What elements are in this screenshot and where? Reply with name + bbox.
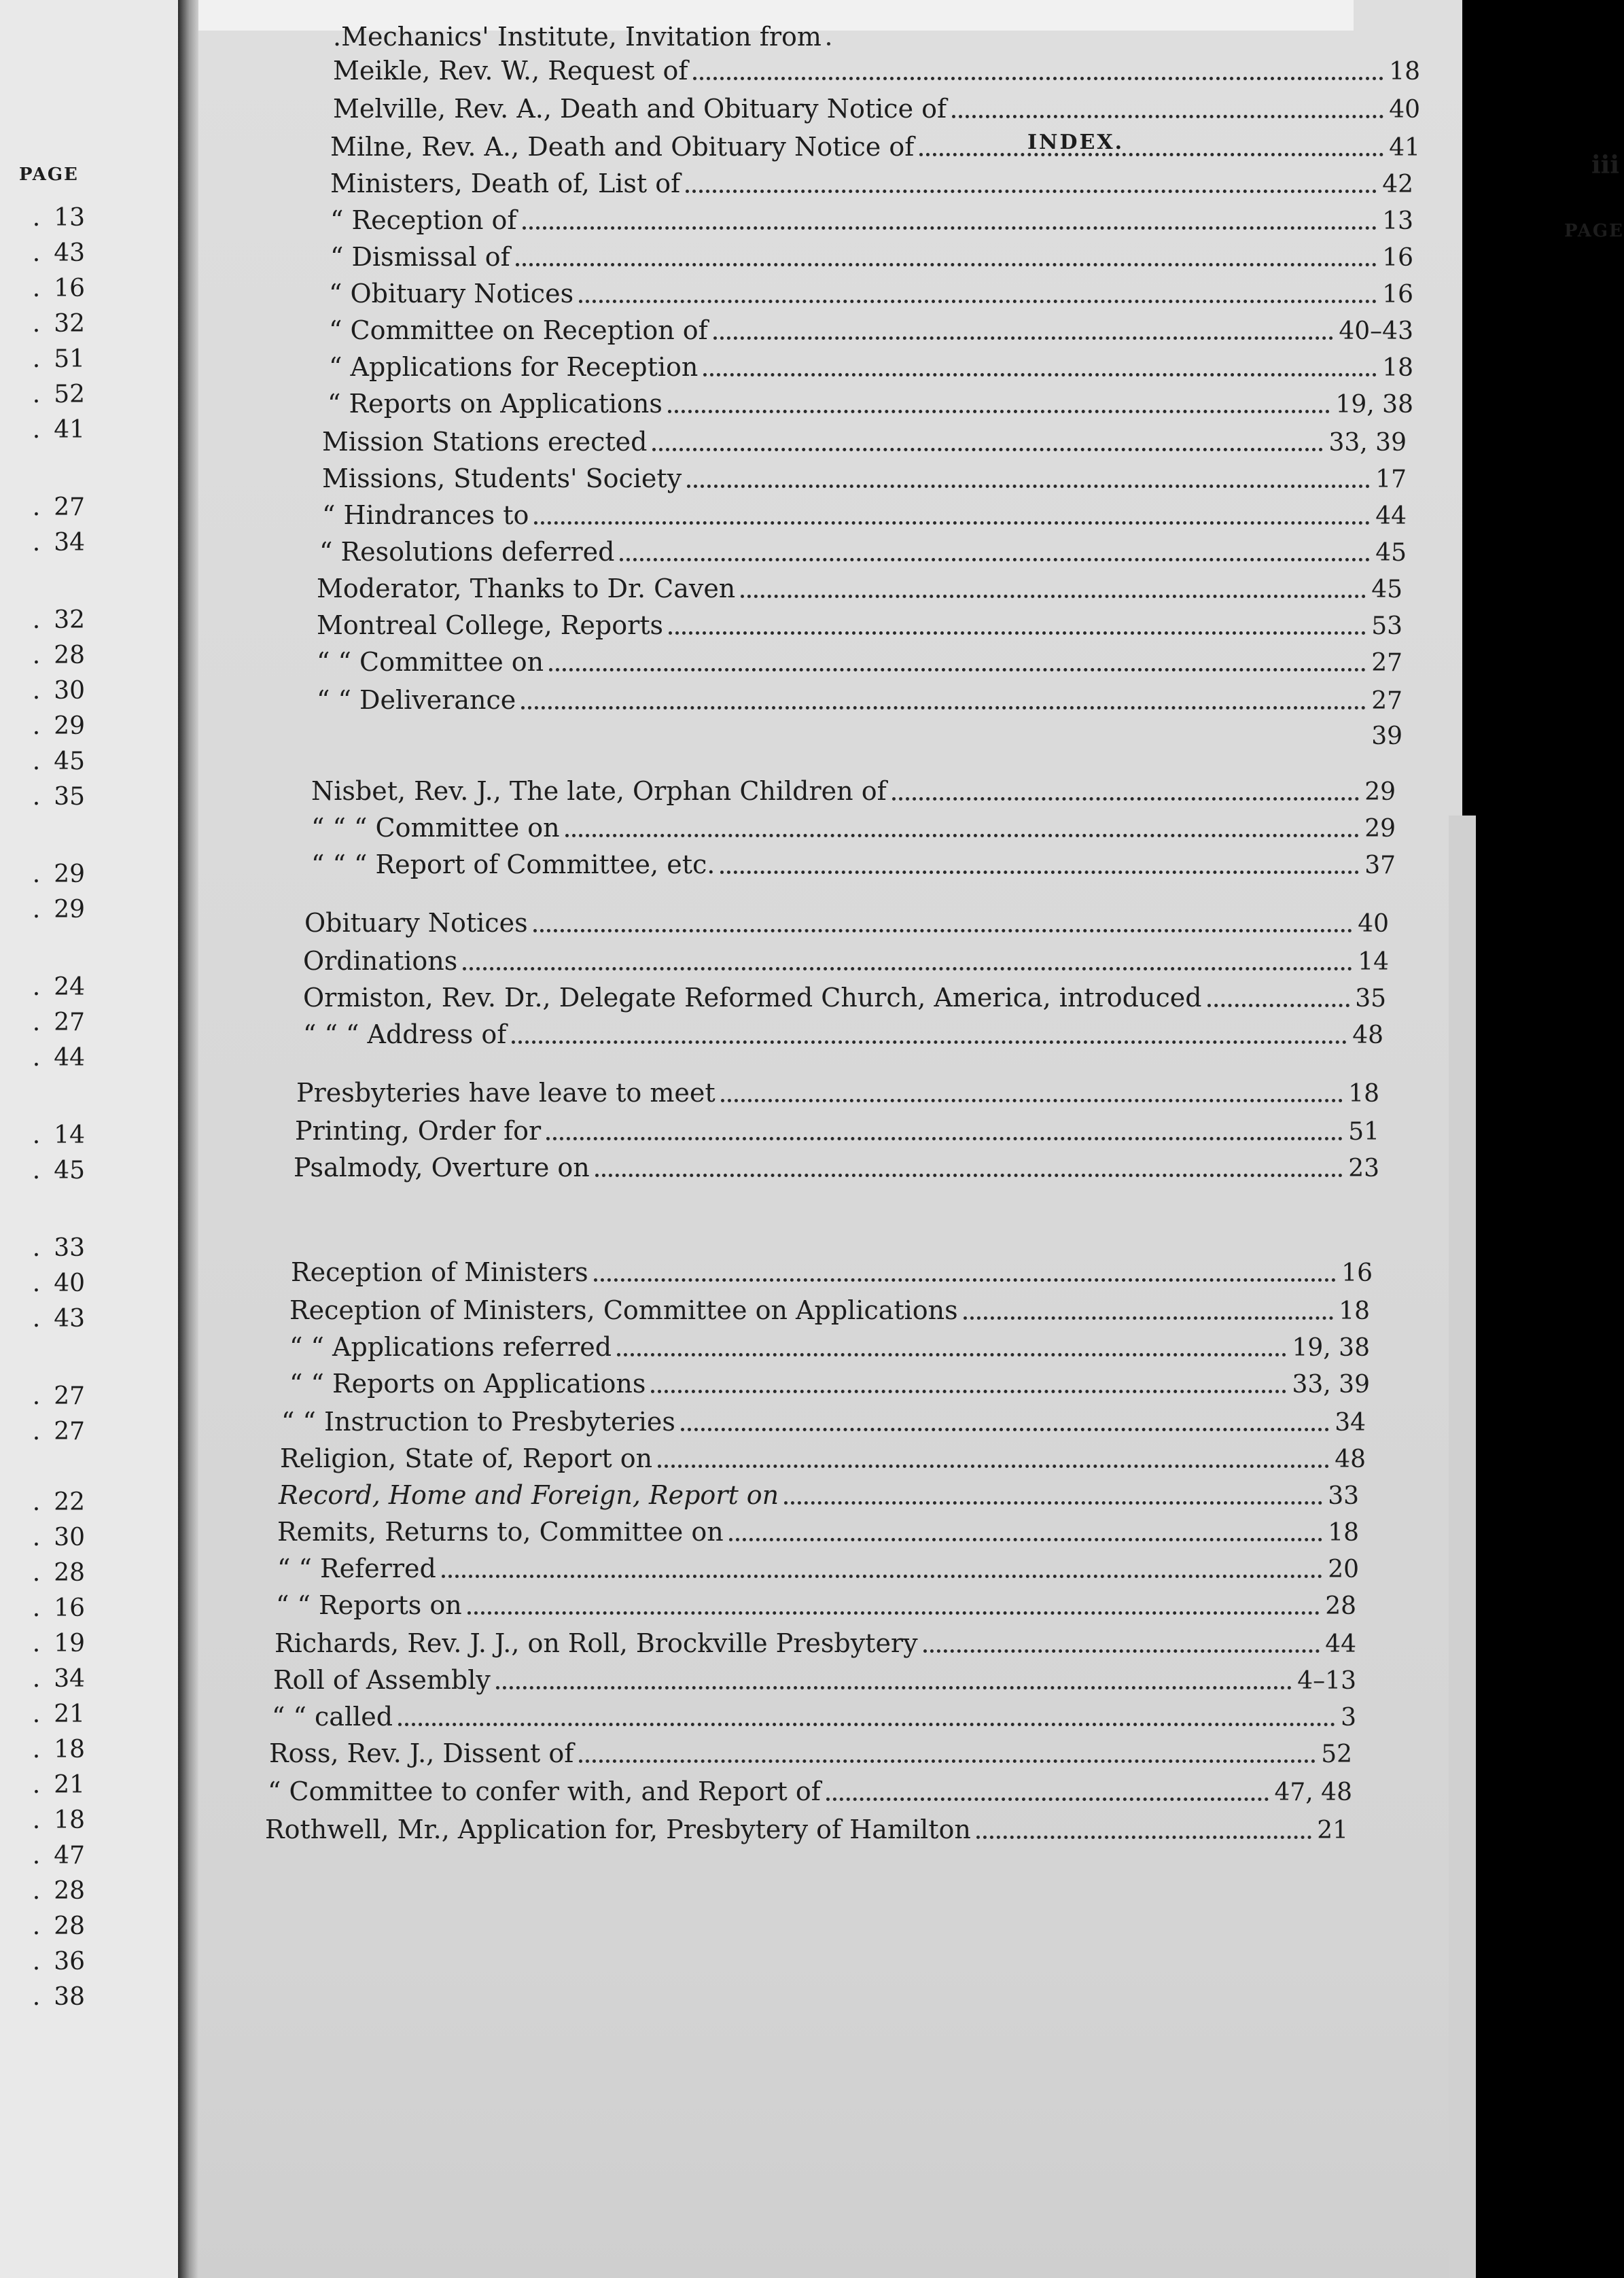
index-entry [303, 945, 1389, 979]
index-entry [317, 572, 1402, 606]
index-entry [329, 277, 1413, 311]
index-entry-page: 35 [1355, 985, 1386, 1013]
dot-leader [651, 1390, 1286, 1393]
index-entry-label: Record, Home and Foreign, Report on [279, 1480, 779, 1510]
index-entry-label: .Mechanics' Institute, Invitation from [333, 22, 822, 52]
index-entry-page: 18 [1339, 1297, 1370, 1325]
left-page-number: . 28 [32, 1912, 85, 1940]
index-entry-page: 28 [1325, 1592, 1356, 1620]
index-entry-page: 16 [1382, 244, 1413, 272]
dot-leader [442, 1575, 1322, 1578]
dot-leader [892, 797, 1360, 801]
index-entry-label: “ Obituary Notices [329, 279, 574, 309]
dot-leader [512, 1040, 1347, 1044]
left-page-number: . 30 [32, 1524, 85, 1552]
index-entry-label: “ “ Applications referred [289, 1332, 612, 1362]
index-entry-label: Roll of Assembly [273, 1665, 491, 1695]
index-entry-label: “ Reception of [330, 205, 517, 235]
index-entry-label: Reception of Ministers, Committee on Applications [289, 1295, 958, 1325]
index-entry [333, 20, 832, 53]
index-entry [329, 314, 1413, 348]
left-page-number: . 16 [32, 275, 85, 302]
index-entry [319, 536, 1407, 570]
dot-leader [721, 1099, 1343, 1102]
index-entry [276, 1589, 1356, 1623]
left-page-header: PAGE [19, 164, 79, 185]
index-entry-label: “ “ “ Committee on [311, 813, 560, 843]
index-entry [296, 1076, 1379, 1110]
index-entry-label: Rothwell, Mr., Application for, Presbytery of Hamilton [265, 1815, 971, 1844]
left-page-number: . 22 [32, 1488, 85, 1516]
index-entry-label: “ “ Referred [277, 1554, 436, 1583]
index-entry-page: 23 [1348, 1155, 1379, 1182]
dot-leader [668, 410, 1330, 413]
index-entry-label: Moderator, Thanks to Dr. Caven [317, 574, 736, 603]
right-index-page [198, 0, 1624, 2278]
index-entry [277, 1552, 1359, 1586]
index-entry [275, 1627, 1356, 1661]
index-entry-page: 33, 39 [1328, 429, 1407, 457]
index-entry-label: Ormiston, Rev. Dr., Delegate Reformed Church, America, introduced [303, 983, 1202, 1013]
dot-leader [693, 77, 1383, 80]
dot-leader [703, 373, 1377, 376]
index-entry [329, 351, 1413, 385]
left-page-number: . 32 [32, 310, 85, 338]
index-entry-page: 53 [1371, 612, 1402, 640]
index-entry [747, 720, 1402, 753]
left-page-number: . 19 [32, 1630, 85, 1658]
dot-leader [826, 1798, 1269, 1801]
left-page-number: . 13 [32, 204, 85, 232]
dot-leader [681, 1428, 1329, 1431]
left-page-number: . 28 [32, 1877, 85, 1905]
dot-leader [652, 448, 1323, 451]
index-entry-label: “ “ Instruction to Presbyteries [281, 1407, 675, 1437]
left-page-number: . 21 [32, 1700, 85, 1728]
index-entry-page: 18 [1328, 1519, 1359, 1547]
dot-leader [713, 336, 1334, 340]
dot-leader [516, 263, 1377, 266]
left-page-number: . 28 [32, 642, 85, 669]
dot-leader [565, 834, 1360, 837]
dot-leader [669, 631, 1366, 635]
left-page-number: . 24 [32, 973, 85, 1001]
index-entry-page: 14 [1358, 948, 1389, 976]
index-entry [272, 1700, 1356, 1734]
index-entry-page: 40 [1358, 910, 1389, 938]
dot-leader [594, 1278, 1337, 1282]
dot-leader [952, 115, 1383, 118]
index-entry-label: “ “ Committee on [317, 647, 544, 677]
left-page-number: . 52 [32, 381, 85, 408]
index-entry-label: “ Hindrances to [322, 500, 529, 530]
index-entry [295, 1115, 1379, 1149]
left-page-number: . 40 [32, 1269, 85, 1297]
index-entry [322, 499, 1407, 533]
index-entry-label: “ “ called [272, 1702, 393, 1732]
left-page-number: . 35 [32, 783, 85, 811]
index-entry [317, 609, 1402, 643]
index-entry-page: 18 [1389, 58, 1420, 86]
index-entry-page: 34 [1335, 1409, 1366, 1437]
index-entry-page: 29 [1364, 815, 1396, 843]
index-entry [311, 848, 1396, 882]
index-entry [289, 1331, 1370, 1365]
index-entry-label: “ Resolutions deferred [319, 537, 615, 567]
index-entry-label: “ “ “ Report of Committee, etc. [311, 849, 716, 879]
index-entry-label: Montreal College, Reports [317, 610, 664, 640]
dot-leader [686, 190, 1377, 193]
left-page-number: . 14 [32, 1121, 85, 1149]
left-page-number: . 18 [32, 1806, 85, 1834]
left-page-number: . 41 [32, 416, 85, 444]
dot-leader [467, 1611, 1320, 1615]
index-entry [303, 1018, 1383, 1052]
dot-leader [398, 1723, 1335, 1726]
index-entry-label: Nisbet, Rev. J., The late, Orphan Children of [311, 776, 887, 806]
index-entry [322, 462, 1407, 496]
index-entry-label: Ministers, Death of, List of [330, 169, 681, 198]
dot-leader [595, 1174, 1343, 1177]
index-entry-page: 13 [1382, 207, 1413, 235]
dot-leader [534, 521, 1370, 525]
index-entry-page: 19, 38 [1292, 1334, 1370, 1362]
left-page-number: . 28 [32, 1559, 85, 1587]
index-entry-label: Milne, Rev. A., Death and Obituary Notice of [330, 132, 915, 162]
index-entry-page: 39 [1371, 722, 1402, 750]
left-page-number: . 34 [32, 529, 85, 557]
index-entry-page: 45 [1371, 576, 1402, 603]
index-entry-page: 16 [1341, 1259, 1373, 1287]
page-folio: iii [1591, 151, 1620, 179]
index-entry-label: Religion, State of, Report on [280, 1443, 653, 1473]
dot-leader [463, 967, 1352, 970]
index-entry-label: “ “ Deliverance [317, 685, 516, 715]
left-page-number: . 47 [32, 1842, 85, 1870]
index-entry-page: 33 [1328, 1482, 1359, 1510]
index-entry-page: 41 [1389, 134, 1420, 162]
index-entry-page: 16 [1382, 281, 1413, 309]
index-entry-page: 27 [1371, 687, 1402, 715]
dot-leader [579, 300, 1377, 303]
index-entry-label: “ “ Reports on [276, 1590, 462, 1620]
dot-leader [784, 1501, 1322, 1505]
index-entry-page: 37 [1364, 852, 1396, 879]
index-entry-page: 52 [1321, 1740, 1352, 1768]
index-entry-page: 48 [1335, 1445, 1366, 1473]
dot-leader [521, 706, 1366, 709]
left-page-number: . 34 [32, 1665, 85, 1693]
index-entry-page: 33, 39 [1292, 1371, 1370, 1399]
dot-leader [546, 1137, 1343, 1140]
dot-leader [720, 871, 1359, 874]
index-entry [330, 204, 1413, 238]
left-page-number: . 33 [32, 1234, 85, 1262]
index-entry-label: Melville, Rev. A., Death and Obituary Notice of [333, 94, 947, 124]
index-entry-label: Presbyteries have leave to meet [296, 1078, 716, 1108]
index-entry [311, 775, 1396, 809]
left-page-number: . 51 [32, 345, 85, 373]
left-page-number: . 27 [32, 1418, 85, 1445]
index-entry [265, 1813, 1348, 1847]
index-entry-page: 18 [1348, 1080, 1379, 1108]
dot-leader [658, 1465, 1329, 1468]
page-column-header: PAGE [1564, 221, 1624, 241]
index-entry-page: 44 [1325, 1630, 1356, 1658]
index-entry-page: 17 [1375, 466, 1407, 493]
left-page-number: . 16 [32, 1594, 85, 1622]
index-entry-page: 40–43 [1339, 317, 1413, 345]
index-entry [333, 92, 1420, 126]
index-entry-label: Obituary Notices [304, 908, 528, 938]
left-page-number: . 45 [32, 748, 85, 775]
index-entry-page: 40 [1389, 96, 1420, 124]
index-entry-label: Meikle, Rev. W., Request of [333, 56, 688, 86]
index-entry-page: 3 [1341, 1704, 1356, 1732]
index-entry [291, 1256, 1373, 1290]
dot-leader [533, 929, 1353, 932]
index-entry-page: 48 [1352, 1021, 1383, 1049]
index-entry-page: 51 [1348, 1118, 1379, 1146]
dot-leader [549, 668, 1366, 671]
left-page-number: . 45 [32, 1157, 85, 1185]
index-entry-label: Printing, Order for [295, 1116, 542, 1146]
left-page-number: . 21 [32, 1771, 85, 1799]
index-entry [281, 1405, 1366, 1439]
index-entry [273, 1664, 1356, 1698]
left-page-number: . 44 [32, 1044, 85, 1072]
index-entry [294, 1151, 1379, 1185]
dot-leader [496, 1686, 1292, 1689]
book-gutter [178, 0, 198, 2278]
left-page-number: . 27 [32, 1382, 85, 1410]
index-entry [322, 425, 1407, 459]
index-entry-label: “ “ “ Address of [303, 1019, 507, 1049]
dot-leader [729, 1538, 1322, 1541]
index-entry [303, 981, 1386, 1015]
left-page-number: . 32 [32, 606, 85, 634]
index-entry [333, 54, 1420, 88]
dot-leader [976, 1836, 1311, 1839]
dot-leader [1207, 1004, 1350, 1007]
index-entry-label: “ Committee on Reception of [329, 315, 708, 345]
left-page-number: . 43 [32, 1305, 85, 1333]
index-entry [280, 1442, 1366, 1476]
left-page-number: . 18 [32, 1736, 85, 1764]
index-entry-label: “ Applications for Reception [329, 352, 699, 382]
index-entry [279, 1479, 1359, 1513]
index-entry-label: Remits, Returns to, Committee on [277, 1517, 724, 1547]
index-entry-page: 18 [1382, 354, 1413, 382]
dot-leader [964, 1316, 1334, 1320]
left-page-number: . 38 [32, 1983, 85, 2011]
index-entry-page: 47, 48 [1274, 1778, 1352, 1806]
left-page-number: . 27 [32, 1009, 85, 1036]
index-entry-label: Ross, Rev. J., Dissent of [269, 1738, 574, 1768]
index-entry-label: Ordinations [303, 946, 458, 976]
index-entry [269, 1737, 1352, 1771]
index-entry [317, 646, 1402, 680]
dot-leader [620, 558, 1370, 561]
index-entry [289, 1294, 1370, 1328]
index-entry-label: Missions, Students' Society [322, 463, 682, 493]
index-entry-page: 20 [1328, 1556, 1359, 1583]
index-entry-page: 45 [1375, 539, 1407, 567]
index-entry-page: 19, 38 [1335, 391, 1413, 419]
index-entry-page: 21 [1317, 1817, 1348, 1844]
index-entry [268, 1775, 1352, 1809]
index-entry-label: Mission Stations erected [322, 427, 648, 457]
left-page-number: . 27 [32, 493, 85, 521]
left-page-number: . 29 [32, 712, 85, 740]
index-entry-label: “ Reports on Applications [328, 389, 663, 419]
index-entry [304, 907, 1389, 941]
index-entry-page: 42 [1382, 171, 1413, 198]
index-entry-label: Richards, Rev. J. J., on Roll, Brockville Presbytery [275, 1628, 918, 1658]
index-entry-label: “ Committee to confer with, and Report of [268, 1776, 821, 1806]
left-page-number: . 36 [32, 1948, 85, 1976]
page-title: INDEX. [1027, 130, 1125, 154]
dot-leader [523, 226, 1377, 230]
dot-leader [919, 153, 1383, 156]
dot-leader [923, 1649, 1320, 1653]
left-page-number: . 29 [32, 896, 85, 924]
index-entry-page: 29 [1364, 778, 1396, 806]
index-entry [328, 387, 1413, 421]
index-entry [330, 130, 1420, 164]
index-entry-page: 44 [1375, 502, 1407, 530]
index-entry [311, 811, 1396, 845]
index-entry [330, 241, 1413, 275]
dot-leader [579, 1759, 1316, 1763]
left-page-number: . 29 [32, 860, 85, 888]
dot-leader [687, 485, 1370, 488]
index-entry [277, 1515, 1359, 1549]
left-page-number: . 43 [32, 239, 85, 267]
dot-leader [617, 1353, 1286, 1356]
left-page-number: . 30 [32, 677, 85, 705]
index-entry-label: Reception of Ministers [291, 1257, 588, 1287]
index-entry [330, 167, 1413, 201]
index-entry-page: 27 [1371, 649, 1402, 677]
left-facing-page [0, 0, 178, 2278]
index-entry-label: Psalmody, Overture on [294, 1153, 590, 1182]
index-entry [317, 684, 1402, 718]
index-entry-label: “ “ Reports on Applications [289, 1369, 646, 1399]
dot-leader [741, 595, 1366, 598]
index-entry-label: “ Dismissal of [330, 242, 510, 272]
index-entry-page: 4–13 [1297, 1667, 1356, 1695]
index-entry [289, 1367, 1370, 1401]
